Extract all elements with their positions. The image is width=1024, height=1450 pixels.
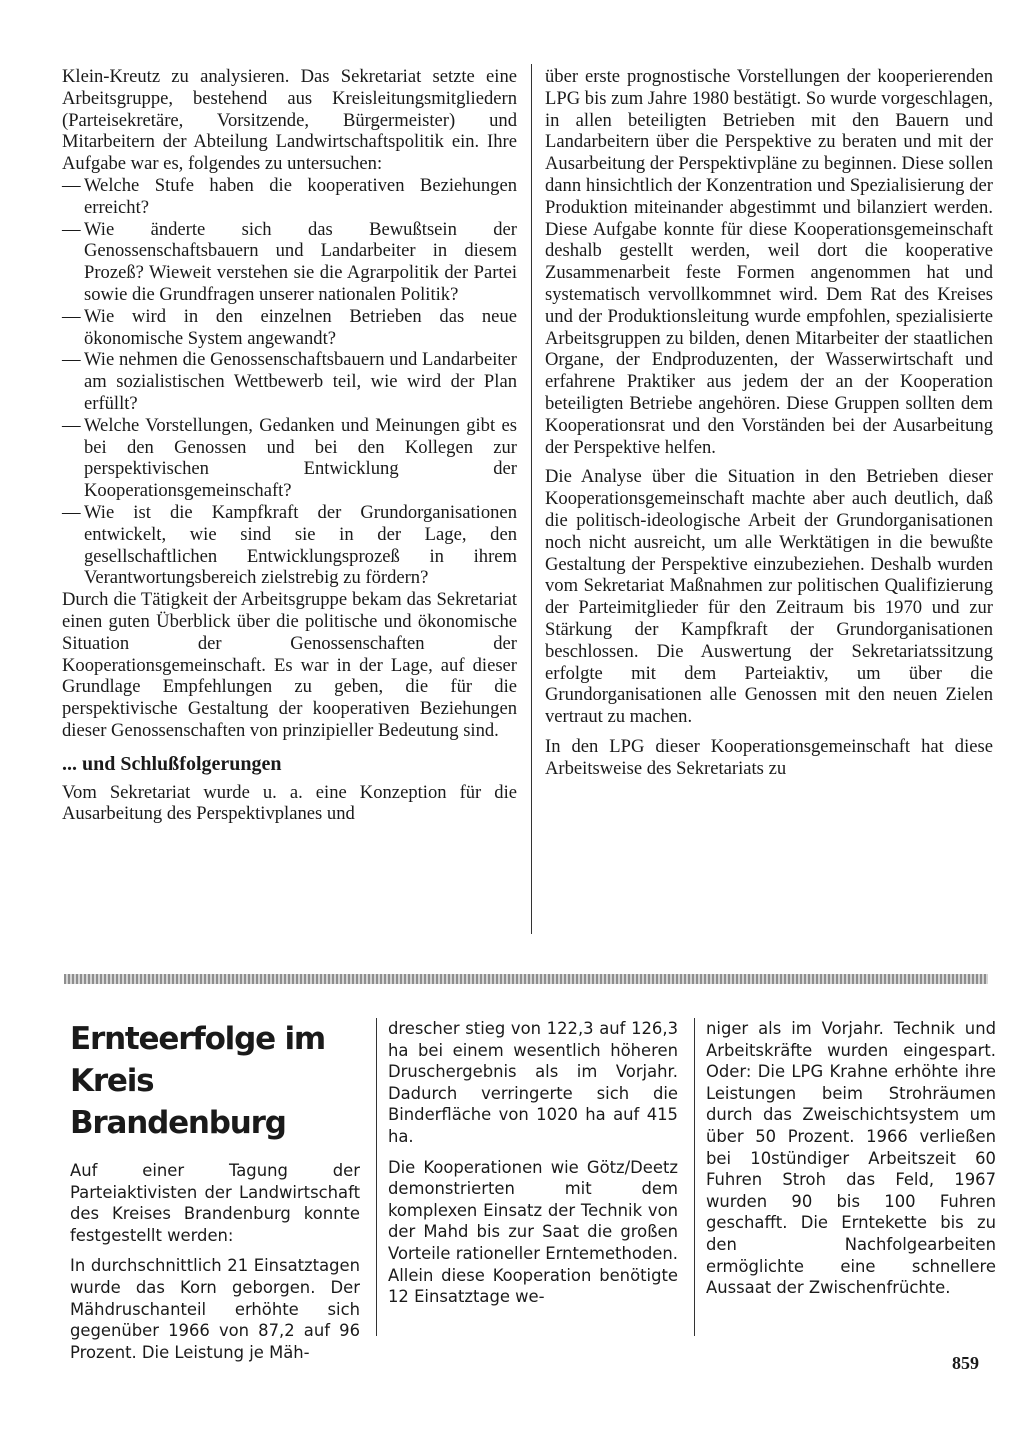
box-column-divider bbox=[694, 1018, 695, 1336]
box-paragraph: niger als im Vorjahr. Technik und Arbeitskräfte wurden eingespart. Oder: Die LPG Krahne erhöhte ihre Leistungen beim Strohräumen durch das Zweischichtsystem um über 50 Prozent. 1966 verließen bei 10stündiger Arbeitszeit 60 Fuhren Stroh das Feld, 1967 wurden 90 bis 100 Fuhren geschafft. Die Erntekette bis zu den Nachfolgearbeiten ermöglichte eine schnellere Aussaat der Zwischenfrüchte. bbox=[706, 1019, 996, 1298]
column-divider bbox=[531, 64, 532, 934]
question-item: — Wie änderte sich das Bewußtsein der Genossenschaftsbauern und Landarbeiter in diesem Prozeß? Wieweit verstehen sie die Agrarpolitik der Partei sowie die Grundfragen unserer nationalen Politik? bbox=[62, 219, 517, 306]
page-number: 859 bbox=[952, 1353, 979, 1373]
box-paragraph: Die Kooperationen wie Götz/Deetz demonstrierten mit dem komplexen Einsatz der Technik von der Mahd bis zur Saat die großen Vorteile rationeller Erntemethoden. Allein diese Kooperation benötigte 12 Einsatztage we- bbox=[388, 1157, 678, 1307]
question-item: — Welche Stufe haben die kooperativen Beziehungen erreicht? bbox=[62, 175, 517, 219]
box-column-3 bbox=[706, 1018, 996, 1299]
article-intro-paragraph: Klein-Kreutz zu analysieren. Das Sekretariat setzte eine Arbeitsgruppe, bestehend aus Kreisleitungsmitgliedern (Parteisekretäre, Vorsitzende, Bürgermeister) und Mitarbeitern der Abteilung Landwirtschaftspolitik ein. Ihre Aufgabe war es, folgendes zu untersuchen: bbox=[62, 66, 517, 175]
article-conclusion-paragraph: Vom Sekretariat wurde u. a. eine Konzeption für die Ausarbeitung des Perspektivplanes und bbox=[62, 781, 517, 825]
question-list bbox=[62, 175, 517, 589]
question-item: — Wie ist die Kampfkraft der Grundorganisationen entwickelt, wie sind sie in der Lage, den gesellschaftlichen Entwicklungsprozeß in ihrem Verantwortungsbereich zielstrebig zu fördern? bbox=[62, 502, 517, 589]
halftone-separator bbox=[64, 974, 988, 984]
box-paragraph: In durchschnittlich 21 Einsatztagen wurde das Korn geborgen. Der Mähdruschanteil erhöhte sich gegenüber 1966 von 87,2 auf 96 Prozent. Die Leistung je Mäh- bbox=[70, 1256, 360, 1362]
article-paragraph: Die Analyse über die Situation in den Betrieben dieser Kooperationsgemeinschaft machte aber auch deutlich, daß die politisch-ideologische Arbeit der Grundorganisationen noch nicht ausreicht, um alle Werktätigen in die bewußte Gestaltung der Perspektive einzubeziehen. Deshalb wurden vom Sekretariat Maßnahmen zur politischen Qualifizierung der Parteimitglieder für den Zeitraum bis 1970 und zur Stärkung der Kampfkraft der Grundorganisationen beschlossen. Die Auswertung der Sekretariatssitzung erfolgte mit dem Parteiaktiv, um über die Grundorganisationen alle Genossen mit den neuen Zielen vertraut zu machen. bbox=[545, 466, 993, 728]
section-subheading: ... und Schlußfolgerungen bbox=[62, 752, 282, 775]
question-item: — Wie nehmen die Genossenschaftsbauern und Landarbeiter am sozialistischen Wettbewerb teil, wie wird der Plan erfüllt? bbox=[62, 349, 517, 414]
box-headline bbox=[70, 1018, 360, 1144]
box-headline-line: Ernteerfolge im bbox=[70, 1021, 326, 1057]
question-item: — Welche Vorstellungen, Gedanken und Meinungen gibt es bei den Genossen und bei den Kollegen zur perspektivischen Entwicklung der Kooperationsgemeinschaft? bbox=[62, 415, 517, 502]
question-item: — Wie wird in den einzelnen Betrieben das neue ökonomische System angewandt? bbox=[62, 306, 517, 350]
article-column-left bbox=[62, 66, 517, 825]
box-column-2 bbox=[388, 1018, 678, 1308]
article-column-right bbox=[545, 66, 993, 780]
box-column-divider bbox=[376, 1018, 377, 1336]
article-paragraph: über erste prognostische Vorstellungen der kooperierenden LPG bis zum Jahre 1980 bestätigt. So wurde vorgeschlagen, in allen beteiligten Betrieben mit den Bauern und Landarbeitern über die Perspektive zu beraten und mit der Ausarbeitung der Perspektivpläne zu beginnen. Diese sollen dann hinsichtlich der Konzentration und Spezialisierung der Produktion miteinander abgestimmt und bilanziert werden. Diese Aufgabe konnte für diese Kooperationsgemeinschaft deshalb gestellt werden, weil dort die kooperative Zusammenarbeit feste Formen angenommen hat und systematisch vervollkommnet wird. Dem Rat des Kreises und der Produktionsleitung wurde empfohlen, spezialisierte Arbeitsgruppen zu bilden, denen Mitarbeiter der staatlichen Organe, der Endproduzenten, der Wasserwirtschaft und erfahrene Praktiker aus jedem der an der Kooperation beteiligten Betriebe angehören. Diese Gruppen sollten dem Kooperationsrat und den Vorständen bei der Ausarbeitung der Perspektive helfen. bbox=[545, 66, 993, 458]
box-paragraph: drescher stieg von 122,3 auf 126,3 ha bei einem wesentlich höheren Druschergebnis als im Vorjahr. Dadurch verringerte sich die Binderfläche von 1020 ha auf 415 ha. bbox=[388, 1019, 678, 1146]
box-headline-line: Kreis Brandenburg bbox=[70, 1063, 286, 1141]
box-column-1 bbox=[70, 1018, 360, 1363]
article-result-paragraph: Durch die Tätigkeit der Arbeitsgruppe bekam das Sekretariat einen guten Überblick über die politische und ökonomische Situation der Genossenschaften der Kooperationsgemeinschaft. Es war in der Lage, auf dieser Grundlage Empfehlungen zu geben, die für die perspektivische Gestaltung der kooperativen Beziehungen dieser Genossenschaften von prinzipieller Bedeutung sind. bbox=[62, 589, 517, 741]
box-paragraph: Auf einer Tagung der Parteiaktivisten der Landwirtschaft des Kreises Brandenburg konnte festgestellt werden: bbox=[70, 1161, 360, 1245]
article-paragraph: In den LPG dieser Kooperationsgemeinschaft hat diese Arbeitsweise des Sekretariats zu bbox=[545, 735, 993, 779]
